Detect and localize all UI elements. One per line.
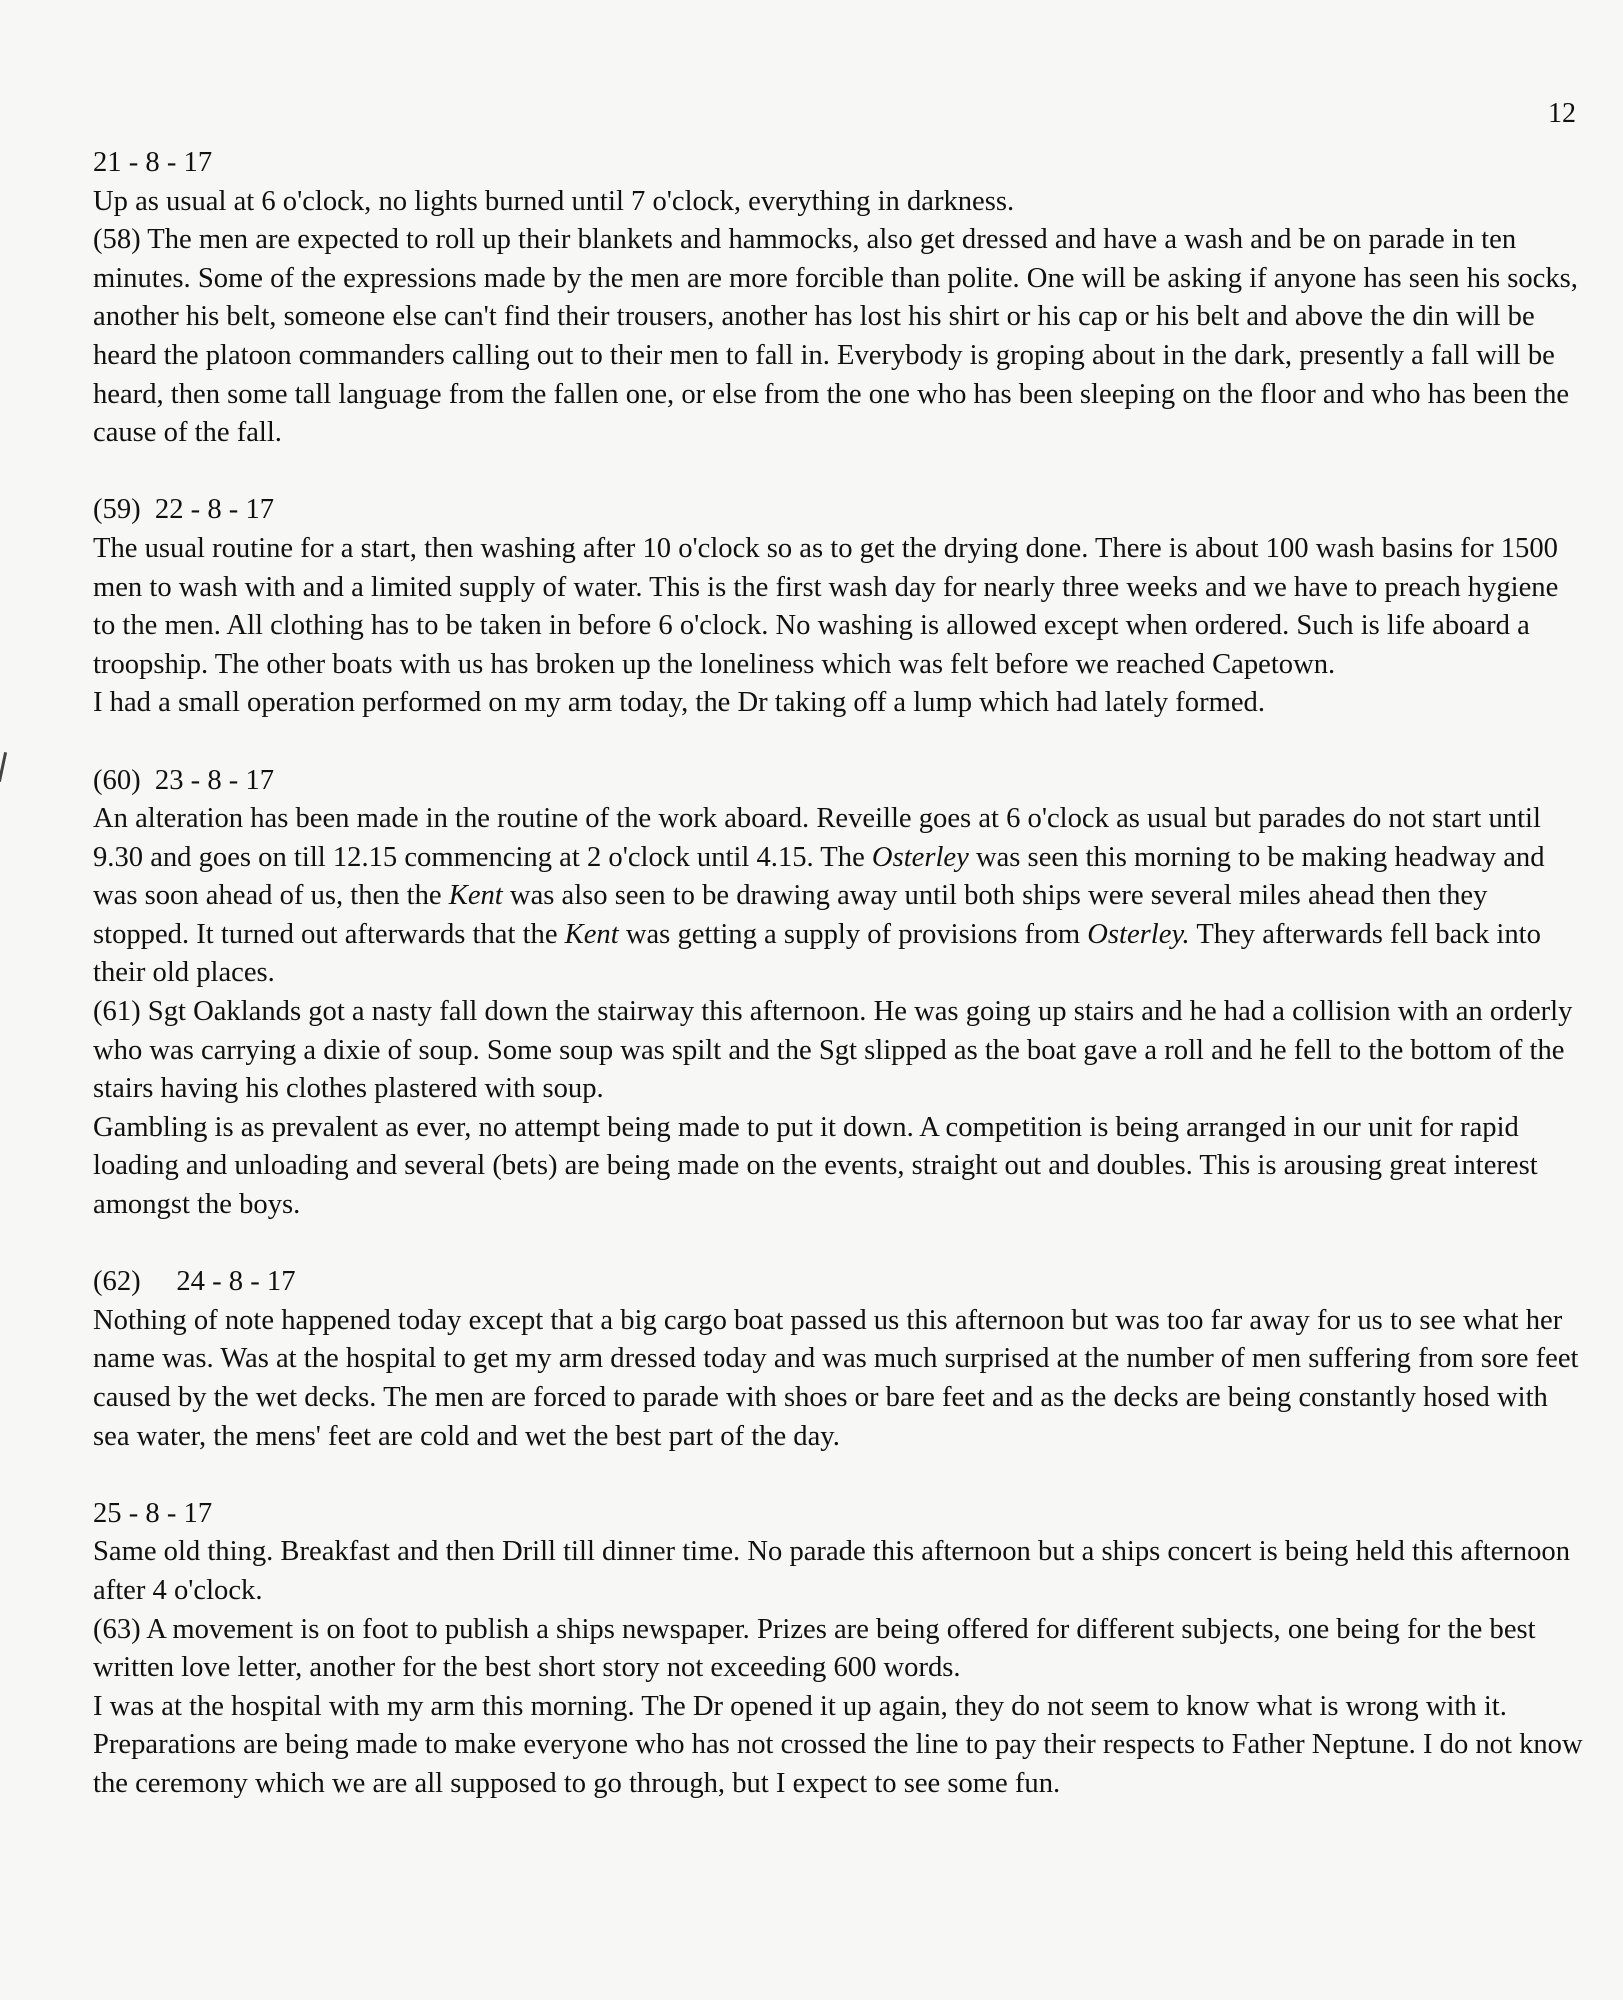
entry-paragraph: (63) A movement is on foot to publish a ships newspaper. Prizes are being offered for different subjects, one being for the best written love letter, another for the best short story not exceeding 600 words. (93, 1613, 1536, 1684)
text-run: was seen this morning to be making headway and was soon ahead of us, then the (93, 841, 1545, 912)
entry-paragraph: (58) The men are expected to roll up their blankets and hammocks, also get dressed and have a wash and be on parade in ten minutes. Some of the expressions made by the men are more forcible than polite. One will be asking if anyone has seen his socks, another his belt, someone else can't find their trousers, another has lost his shirt or his cap or his belt and above the din will be heard the platoon commanders calling out to their men to fall in. Everybody is groping about in the dark, presently a fall will be heard, then some tall language from the fallen one, or else from the one who has been sleeping on the floor and who has been the cause of the fall. (93, 224, 1578, 449)
entry-date: (60) 23 - 8 - 17 (93, 764, 275, 796)
ship-name: Kent (564, 918, 619, 950)
entry-paragraph: I had a small operation performed on my arm today, the Dr taking off a lump which had lately formed. (93, 687, 1265, 719)
entry-paragraph: Up as usual at 6 o'clock, no lights burned until 7 o'clock, everything in darkness. (93, 185, 1015, 217)
diary-entry-25-8-17 (93, 1495, 1583, 1804)
text-run: was also seen to be drawing away until both ships were several miles ahead then they stopped. It turned out afterwards that the (93, 880, 1488, 950)
ship-name: Osterley (871, 841, 969, 873)
entry-date: 21 - 8 - 17 (93, 147, 213, 178)
entry-paragraph: (61) Sgt Oaklands got a nasty fall down the stairway this afternoon. He was going up stairs and he had a collision with an orderly who was carrying a dixie of soup. Some soup was spilt and the Sgt slipped as the boat gave a roll and he fell to the bottom of the stairs having his clothes plastered with soup. (93, 996, 1573, 1105)
text-run: They afterwards fell back into their old places. (93, 918, 1541, 989)
diary-entry-21-8-17 (93, 144, 1583, 453)
text-run: was getting a supply of provisions from (618, 918, 1088, 950)
entry-paragraph: I was at the hospital with my arm this morning. The Dr opened it up again, they do not seem to know what is wrong with it. (93, 1690, 1507, 1722)
entry-paragraph (93, 800, 1583, 993)
entry-paragraph: Same old thing. Breakfast and then Drill till dinner time. No parade this afternoon but a ships concert is being held this afternoon after 4 o'clock. (93, 1536, 1570, 1606)
entry-date: 25 - 8 - 17 (93, 1497, 213, 1529)
entry-paragraph: The usual routine for a start, then washing after 10 o'clock so as to get the drying done. There is about 100 wash basins for 1500 men to wash with and a limited supply of water. This is the first wash day for nearly three weeks and we have to preach hygiene to the men. All clothing has to be taken in before 6 o'clock. No washing is allowed except when ordered. Such is life aboard a troopship. The other boats with us has broken up the loneliness which was felt before we reached Capetown. (93, 532, 1559, 680)
entry-paragraph: Preparations are being made to make everyone who has not crossed the line to pay their respects to Father Neptune. I do not know the ceremony which we are all supposed to go through, but I expect to see some fun. (93, 1729, 1583, 1799)
entry-paragraph: Gambling is as prevalent as ever, no attempt being made to put it down. A competition is being arranged in our unit for rapid loading and unloading and several (bets) are being made on the events, straight out and doubles. This is arousing great interest amongst the boys. (93, 1111, 1538, 1221)
ship-name: Osterley. (1087, 918, 1190, 950)
entry-date: (59) 22 - 8 - 17 (93, 494, 275, 526)
ship-name: Kent (448, 880, 503, 912)
margin-pencil-mark (0, 752, 7, 782)
entry-date: (62) 24 - 8 - 17 (93, 1266, 296, 1298)
page-number: 12 (1548, 98, 1576, 129)
diary-entry-24-8-17 (93, 1263, 1583, 1456)
diary-entry-22-8-17 (93, 491, 1583, 723)
diary-content (93, 144, 1583, 1842)
entry-paragraph: Nothing of note happened today except that a big cargo boat passed us this afternoon but was too far away for us to see what her name was. Was at the hospital to get my arm dressed today and was much surprised at the number of men suffering from sore feet caused by the wet decks. The men are forced to parade with shoes or bare feet and as the decks are being constantly hosed with sea water, the mens' feet are cold and wet the best part of the day. (93, 1304, 1579, 1452)
diary-entry-23-8-17 (93, 762, 1583, 1225)
text-run: An alteration has been made in the routine of the work aboard. Reveille goes at 6 o'clock as usual but parades do not start until 9.30 and goes on till 12.15 commencing at 2 o'clock until 4.15. The (93, 803, 1541, 873)
